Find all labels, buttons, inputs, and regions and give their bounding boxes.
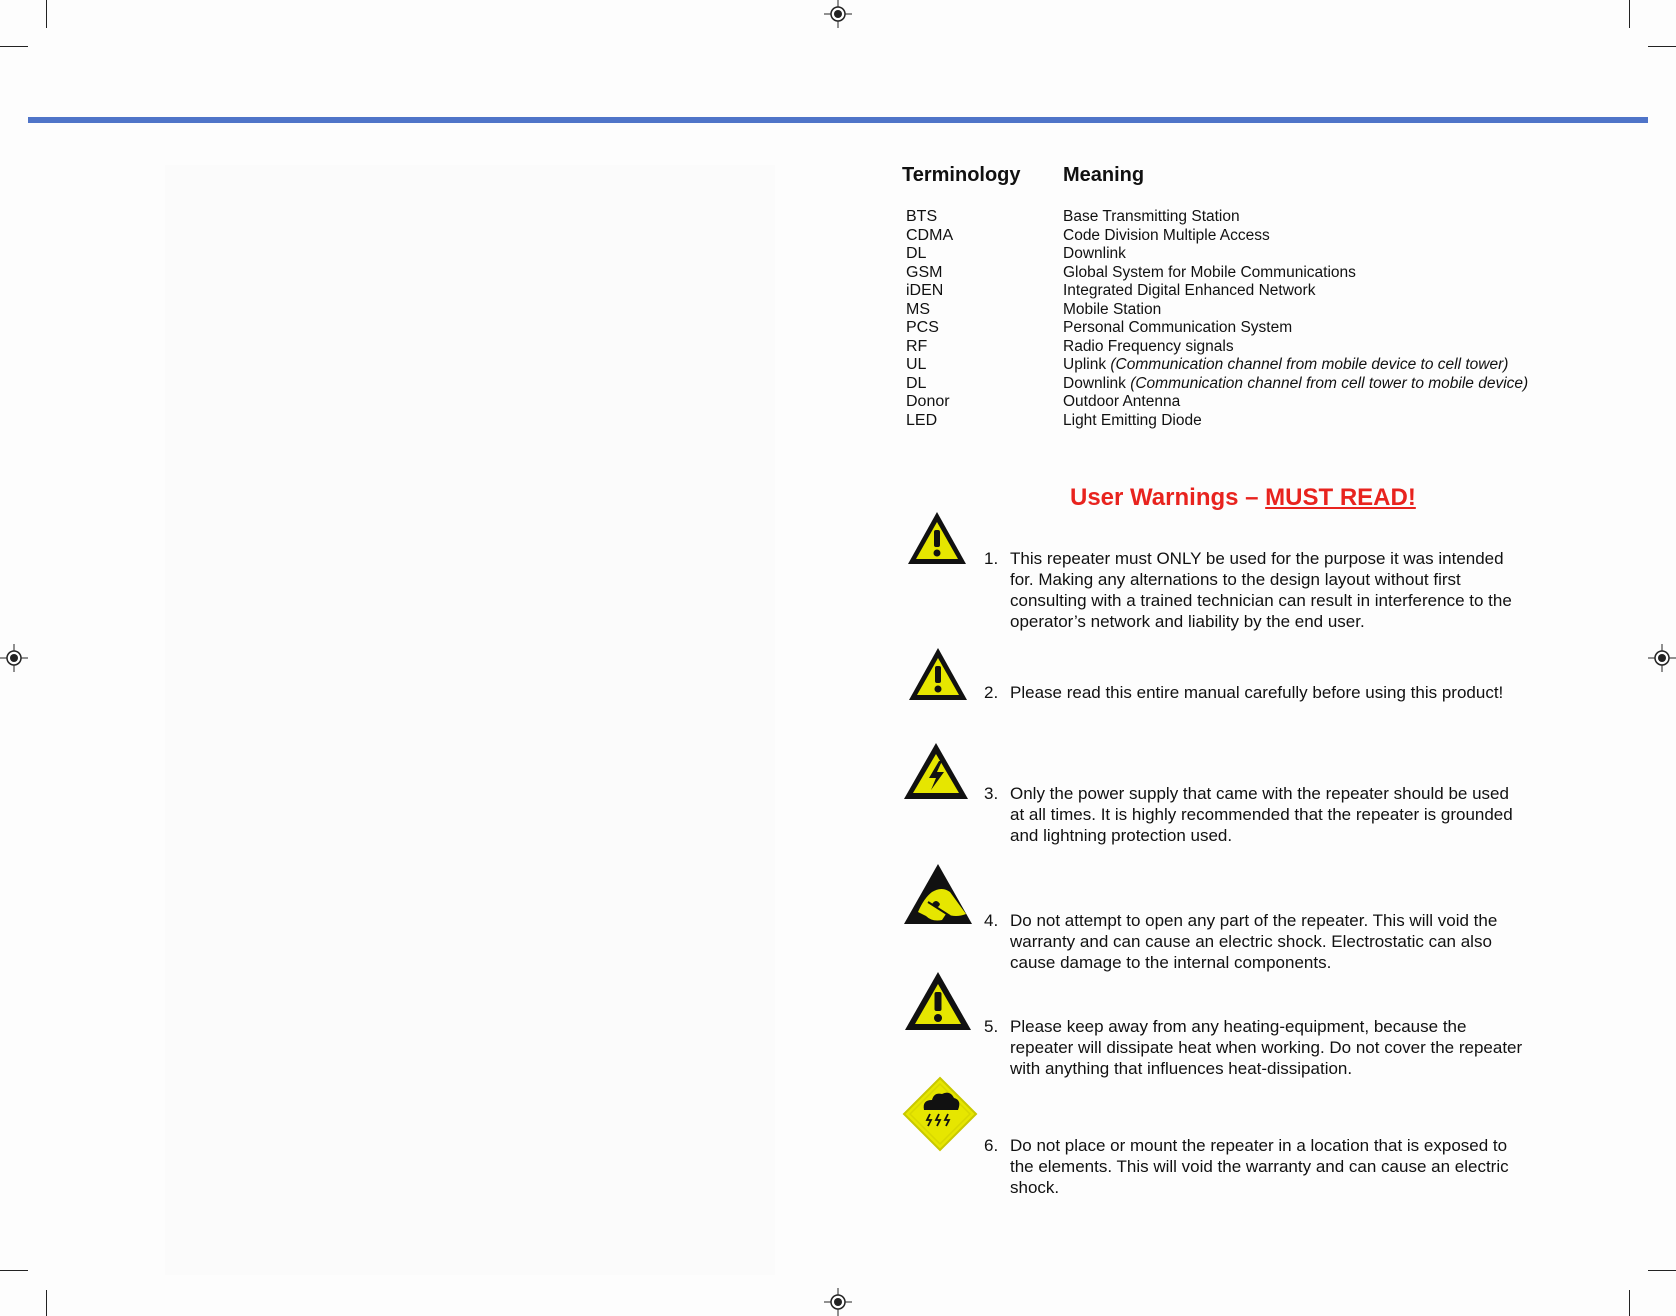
header-rule — [28, 117, 1648, 123]
registration-mark — [824, 1288, 852, 1316]
warning-text: This repeater must ONLY be used for the purpose it was intended for. Making any alternations to the design layout without first consulting with a trained technician can result in interference to the operator’s network and liability by the end user. — [1010, 549, 1512, 631]
crop-mark — [1648, 1270, 1676, 1271]
table-row — [906, 227, 1606, 246]
table-row — [906, 412, 1606, 431]
table-row — [906, 393, 1606, 412]
term-meaning: Downlink (Communication channel from cell tower to mobile device) — [1063, 374, 1529, 392]
exclamation-warning-icon — [907, 646, 969, 702]
warning-item — [984, 682, 1524, 703]
user-warnings-title: User Warnings – MUST READ! — [1070, 484, 1416, 511]
crop-mark — [46, 0, 47, 28]
term-abbreviation: DL — [906, 374, 927, 392]
crop-mark — [46, 1290, 47, 1316]
table-row — [906, 282, 1606, 301]
crop-mark — [0, 1270, 28, 1271]
term-meaning: Downlink — [1063, 245, 1126, 262]
warning-item — [984, 548, 1524, 632]
table-row — [906, 356, 1606, 375]
term-meaning: Mobile Station — [1063, 300, 1162, 318]
term-meaning: Base Transmitting Station — [1063, 208, 1240, 225]
terminology-table — [906, 208, 1606, 430]
warning-item — [984, 1016, 1524, 1079]
term-note: (Communication channel from mobile device to cell tower) — [1110, 356, 1509, 373]
warning-number: 6. — [984, 1136, 999, 1155]
must-read-emphasis: MUST READ! — [1265, 484, 1416, 511]
crop-mark — [0, 46, 28, 47]
storm-warning-icon — [902, 1076, 978, 1152]
term-meaning: Outdoor Antenna — [1063, 393, 1181, 410]
table-row — [906, 208, 1606, 227]
warning-item — [984, 1135, 1524, 1198]
warning-number: 4. — [984, 911, 999, 930]
term-abbreviation: PCS — [906, 319, 939, 336]
table-row — [906, 375, 1606, 394]
term-abbreviation: Donor — [906, 393, 950, 410]
table-row — [906, 245, 1606, 264]
warning-item — [984, 910, 1524, 973]
term-abbreviation: RF — [906, 337, 928, 355]
warning-number: 3. — [984, 784, 999, 803]
term-abbreviation: CDMA — [906, 226, 954, 244]
term-meaning: Uplink (Communication channel from mobile device to cell tower) — [1063, 356, 1509, 373]
blank-left-page — [165, 165, 775, 1275]
term-abbreviation: GSM — [906, 263, 943, 281]
warning-text: Please read this entire manual carefully before using this product! — [1010, 683, 1504, 702]
term-abbreviation: DL — [906, 245, 927, 262]
warning-text: Do not place or mount the repeater in a location that is exposed to the elements. This will void the warranty and can cause an electric shock. — [1010, 1136, 1509, 1197]
term-meaning: Radio Frequency signals — [1063, 337, 1234, 355]
warning-number: 2. — [984, 683, 999, 702]
terminology-header: Terminology — [902, 164, 1021, 186]
term-meaning: Light Emitting Diode — [1063, 411, 1202, 429]
lightning-warning-icon — [902, 741, 970, 801]
warning-text: Do not attempt to open any part of the repeater. This will void the warranty and can cause an electric shock. Electrostatic can also cause damage to the internal components. — [1010, 911, 1498, 972]
table-row — [906, 301, 1606, 320]
exclamation-warning-icon — [903, 970, 973, 1032]
registration-mark — [0, 644, 28, 672]
meaning-header: Meaning — [1063, 164, 1145, 186]
registration-mark — [824, 0, 852, 28]
term-abbreviation: BTS — [906, 208, 938, 225]
term-note: (Communication channel from cell tower to mobile device) — [1130, 374, 1529, 392]
registration-mark — [1648, 644, 1676, 672]
term-meaning: Code Division Multiple Access — [1063, 226, 1270, 244]
warning-number: 5. — [984, 1017, 999, 1036]
warning-text: Please keep away from any heating-equipment, because the repeater will dissipate heat when working. Do not cover the repeater with anything that influences heat-dissipation. — [1010, 1017, 1523, 1078]
crop-mark — [1648, 46, 1676, 47]
exclamation-warning-icon — [906, 510, 968, 566]
esd-warning-icon — [902, 862, 974, 926]
term-meaning: Personal Communication System — [1063, 319, 1293, 336]
warning-number: 1. — [984, 549, 999, 568]
term-abbreviation: UL — [906, 356, 927, 373]
term-meaning: Integrated Digital Enhanced Network — [1063, 282, 1316, 299]
table-row — [906, 264, 1606, 283]
crop-mark — [1629, 0, 1630, 28]
crop-mark — [1629, 1290, 1630, 1316]
table-row — [906, 319, 1606, 338]
warning-item — [984, 783, 1524, 846]
term-abbreviation: iDEN — [906, 282, 944, 299]
term-abbreviation: MS — [906, 300, 930, 318]
term-abbreviation: LED — [906, 411, 938, 429]
warning-text: Only the power supply that came with the repeater should be used at all times. It is highly recommended that the repeater is grounded and lightning protection used. — [1010, 784, 1513, 845]
term-meaning: Global System for Mobile Communications — [1063, 263, 1356, 281]
table-row — [906, 338, 1606, 357]
